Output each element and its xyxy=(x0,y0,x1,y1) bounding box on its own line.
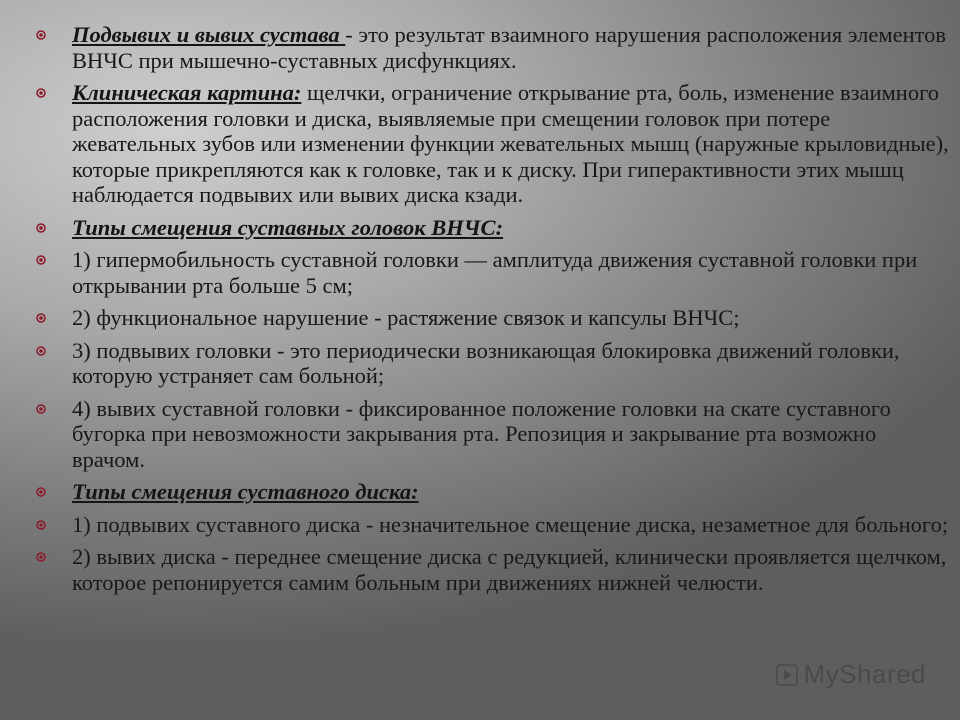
circle-dot-bullet-icon xyxy=(36,552,46,562)
circle-dot-bullet-icon xyxy=(36,520,46,530)
list-item xyxy=(30,247,950,298)
play-logo-icon xyxy=(776,664,798,686)
list-item xyxy=(30,80,950,208)
circle-dot-bullet-icon xyxy=(36,255,46,265)
item-text: щелчки, ограничение открывание рта, боль, изменение взаимного расположения головки и диска, выявляемые при смещении головок при потере жевательных зубов или изменении функции жевательных мышц (наружные крыловидные), которые прикрепляются как к головке, так и к диску. При гиперактивности этих мышц наблюдается подвывих или вывих диска кзади. xyxy=(72,80,949,207)
item-term: Клиническая картина: xyxy=(72,80,302,105)
list-item xyxy=(30,22,950,73)
circle-dot-bullet-icon xyxy=(36,30,46,40)
list-item xyxy=(30,396,950,473)
item-text: 3) подвывих головки - это периодически возникающая блокировка движений головки, которую устраняет сам больной; xyxy=(72,337,900,388)
watermark-text: MyShared xyxy=(803,659,926,689)
item-term: Подвывих и вывих сустава xyxy=(72,22,346,47)
list-item xyxy=(30,544,950,595)
circle-dot-bullet-icon xyxy=(36,223,46,233)
item-text: 4) вывих суставной головки - фиксированное положение головки на скате суставного бугорка при невозможности закрывания рта. Репозиция и закрывание рта возможно врачом. xyxy=(72,395,891,472)
list-item xyxy=(30,479,950,505)
circle-dot-bullet-icon xyxy=(36,88,46,98)
circle-dot-bullet-icon xyxy=(36,404,46,414)
item-text: - это результат взаимного нарушения расположения элементов ВНЧС при мышечно-суставных дисфункциях. xyxy=(72,22,947,73)
item-text: 2) функциональное нарушение - растяжение связок и капсулы ВНЧС; xyxy=(72,305,740,330)
item-text: 2) вывих диска - переднее смещение диска с редукцией, клинически проявляется щелчком, которое репонируется самим больным при движениях нижней челюсти. xyxy=(72,544,947,595)
circle-dot-bullet-icon xyxy=(36,346,46,356)
list-item xyxy=(30,215,950,241)
list-item xyxy=(30,512,950,538)
item-term: Типы смещения суставного диска: xyxy=(72,479,419,504)
circle-dot-bullet-icon xyxy=(36,487,46,497)
list-item xyxy=(30,305,950,331)
item-term: Типы смещения суставных головок ВНЧС: xyxy=(72,214,504,240)
item-text: 1) гипермобильность суставной головки — амплитуда движения суставной головки при открывании рта больше 5 см; xyxy=(72,247,918,298)
list-item xyxy=(30,338,950,389)
circle-dot-bullet-icon xyxy=(36,313,46,323)
item-text: 1) подвывих суставного диска - незначительное смещение диска, незаметное для больного; xyxy=(72,511,949,537)
watermark xyxy=(776,659,927,690)
slide-content xyxy=(30,22,950,602)
